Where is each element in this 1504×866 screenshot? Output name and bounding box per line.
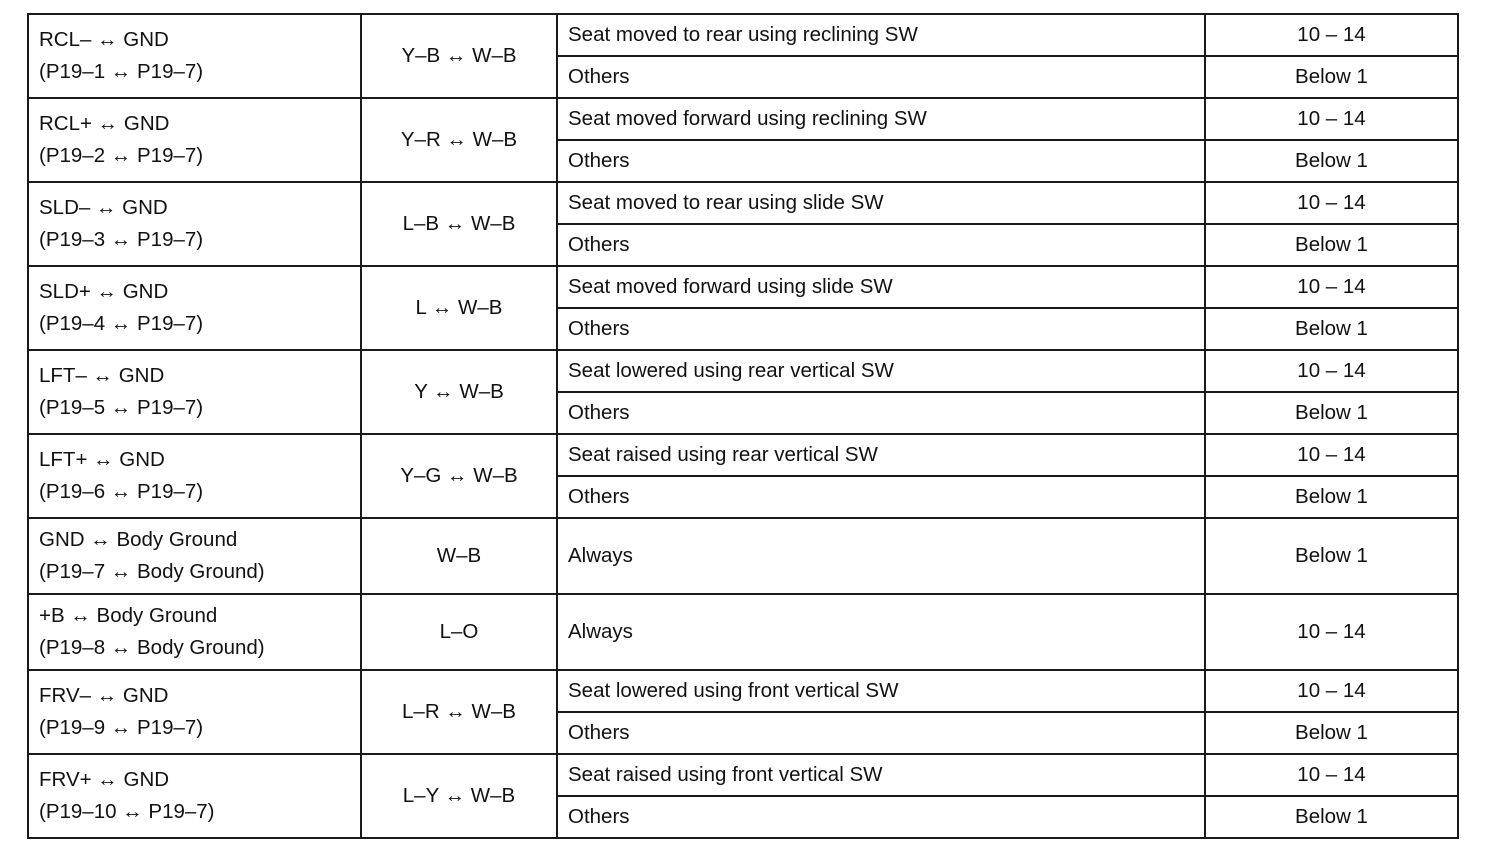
- condition-cell: Others: [557, 392, 1205, 434]
- specified-condition-cell: 10 – 14: [1205, 98, 1458, 140]
- specified-condition-cell: Below 1: [1205, 518, 1458, 594]
- terminal-pins: (P19–3 ↔ P19–7): [39, 228, 204, 251]
- wiring-color-cell: L–O: [361, 594, 557, 670]
- condition-cell: Others: [557, 224, 1205, 266]
- specified-condition-cell: Below 1: [1205, 796, 1458, 838]
- condition-cell: Others: [557, 140, 1205, 182]
- table-row: [28, 182, 1458, 224]
- wiring-color-cell: L–R ↔ W–B: [361, 670, 557, 754]
- terminal-name: SLD– ↔ GND: [39, 196, 168, 220]
- table-row: [28, 670, 1458, 712]
- wiring-color-cell: L ↔ W–B: [361, 266, 557, 350]
- table-row: [28, 594, 1458, 670]
- wiring-color-cell: L–B ↔ W–B: [361, 182, 557, 266]
- terminal-cell: [28, 350, 361, 434]
- condition-cell: Always: [557, 594, 1205, 670]
- specified-condition-cell: 10 – 14: [1205, 14, 1458, 56]
- terminal-cell: [28, 98, 361, 182]
- wiring-color-cell: Y–R ↔ W–B: [361, 98, 557, 182]
- specified-condition-cell: Below 1: [1205, 308, 1458, 350]
- condition-cell: Always: [557, 518, 1205, 594]
- specified-condition-cell: Below 1: [1205, 712, 1458, 754]
- wiring-color-cell: Y–G ↔ W–B: [361, 434, 557, 518]
- condition-cell: Others: [557, 712, 1205, 754]
- terminal-pins: (P19–6 ↔ P19–7): [39, 480, 204, 503]
- terminal-cell: [28, 266, 361, 350]
- terminal-name: SLD+ ↔ GND: [39, 280, 169, 304]
- table-row: [28, 350, 1458, 392]
- condition-cell: Seat raised using front vertical SW: [557, 754, 1205, 796]
- terminal-name: FRV+ ↔ GND: [39, 768, 170, 792]
- table-row: [28, 518, 1458, 594]
- specified-condition-cell: 10 – 14: [1205, 434, 1458, 476]
- terminal-name: RCL+ ↔ GND: [39, 112, 170, 136]
- terminal-voltage-table: [27, 13, 1459, 839]
- terminal-cell: [28, 182, 361, 266]
- terminal-pins: (P19–10 ↔ P19–7): [39, 800, 215, 823]
- terminal-cell: [28, 434, 361, 518]
- table-row: [28, 754, 1458, 796]
- terminal-name: LFT– ↔ GND: [39, 364, 165, 388]
- condition-cell: Seat raised using rear vertical SW: [557, 434, 1205, 476]
- specified-condition-cell: 10 – 14: [1205, 182, 1458, 224]
- wiring-color-cell: Y–B ↔ W–B: [361, 14, 557, 98]
- specified-condition-cell: 10 – 14: [1205, 266, 1458, 308]
- condition-cell: Seat lowered using rear vertical SW: [557, 350, 1205, 392]
- table-row: [28, 14, 1458, 56]
- terminal-pins: (P19–8 ↔ Body Ground): [39, 636, 265, 659]
- table-row: [28, 98, 1458, 140]
- table-body: [28, 14, 1458, 838]
- terminal-pins: (P19–5 ↔ P19–7): [39, 396, 204, 419]
- wiring-color-cell: Y ↔ W–B: [361, 350, 557, 434]
- terminal-pins: (P19–9 ↔ P19–7): [39, 716, 204, 739]
- condition-cell: Others: [557, 476, 1205, 518]
- terminal-name: FRV– ↔ GND: [39, 684, 169, 708]
- terminal-cell: [28, 518, 361, 594]
- condition-cell: Others: [557, 308, 1205, 350]
- wiring-color-cell: L–Y ↔ W–B: [361, 754, 557, 838]
- table-row: [28, 434, 1458, 476]
- terminal-pins: (P19–2 ↔ P19–7): [39, 144, 204, 167]
- table-row: [28, 266, 1458, 308]
- terminal-cell: [28, 670, 361, 754]
- terminal-pins: (P19–1 ↔ P19–7): [39, 60, 204, 83]
- specified-condition-cell: Below 1: [1205, 224, 1458, 266]
- condition-cell: Seat moved forward using slide SW: [557, 266, 1205, 308]
- specified-condition-cell: 10 – 14: [1205, 754, 1458, 796]
- condition-cell: Seat lowered using front vertical SW: [557, 670, 1205, 712]
- terminal-cell: [28, 754, 361, 838]
- wiring-color-cell: W–B: [361, 518, 557, 594]
- condition-cell: Seat moved to rear using reclining SW: [557, 14, 1205, 56]
- terminal-name: LFT+ ↔ GND: [39, 448, 165, 472]
- condition-cell: Seat moved forward using reclining SW: [557, 98, 1205, 140]
- terminal-name: +B ↔ Body Ground: [39, 604, 218, 628]
- terminal-cell: [28, 14, 361, 98]
- specified-condition-cell: Below 1: [1205, 140, 1458, 182]
- specified-condition-cell: 10 – 14: [1205, 670, 1458, 712]
- specified-condition-cell: Below 1: [1205, 392, 1458, 434]
- terminal-name: RCL– ↔ GND: [39, 28, 169, 52]
- terminal-cell: [28, 594, 361, 670]
- specified-condition-cell: Below 1: [1205, 476, 1458, 518]
- condition-cell: Others: [557, 56, 1205, 98]
- specified-condition-cell: 10 – 14: [1205, 594, 1458, 670]
- terminal-pins: (P19–7 ↔ Body Ground): [39, 560, 265, 583]
- condition-cell: Others: [557, 796, 1205, 838]
- specified-condition-cell: 10 – 14: [1205, 350, 1458, 392]
- terminal-name: GND ↔ Body Ground: [39, 528, 238, 552]
- specified-condition-cell: Below 1: [1205, 56, 1458, 98]
- terminal-pins: (P19–4 ↔ P19–7): [39, 312, 204, 335]
- condition-cell: Seat moved to rear using slide SW: [557, 182, 1205, 224]
